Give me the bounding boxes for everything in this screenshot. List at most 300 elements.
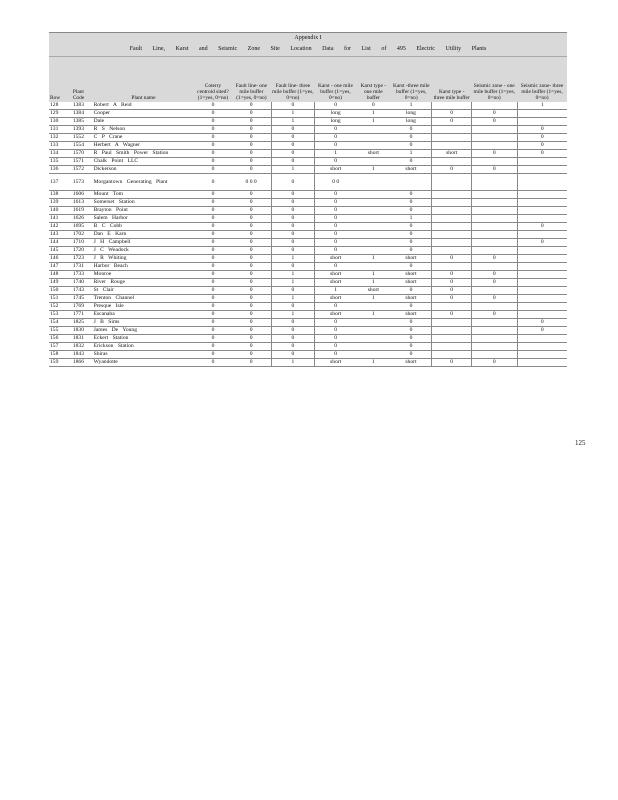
table-cell: short (315, 311, 357, 319)
table-cell: 0 (232, 311, 271, 319)
table-cell: 0 (194, 223, 231, 231)
table-row (49, 215, 567, 223)
plant-name-cell: C P Crane (93, 134, 195, 142)
table-cell: 0 (271, 231, 315, 239)
table-cell: 0 (271, 223, 315, 231)
table-cell: 0 (315, 303, 357, 311)
table-cell: 0 (315, 142, 357, 150)
table-cell: 0 (271, 239, 315, 247)
table-cell: 0 (232, 150, 271, 158)
table-cell: 0 (390, 223, 432, 231)
table-cell: 151 (49, 295, 72, 303)
table-cell (432, 215, 471, 223)
table-cell: 0 (432, 110, 471, 118)
table-cell (432, 207, 471, 215)
table-row (49, 207, 567, 215)
table-cell: 0 (390, 327, 432, 335)
table-row (49, 231, 567, 239)
column-header: Plant name (93, 57, 195, 102)
table-row (49, 351, 567, 359)
table-cell: 0 (315, 207, 357, 215)
table-cell: 0 (390, 134, 432, 142)
table-cell: 0 (194, 295, 231, 303)
table-cell: 0 (194, 263, 231, 271)
plant-name-cell: R S Nelson (93, 126, 195, 134)
column-header: Fault line- one mile buffer (1=yes, 0=no) (232, 57, 271, 102)
table-cell (517, 118, 567, 126)
table-cell: 0 (471, 311, 517, 319)
table-cell: 1 (315, 287, 357, 295)
page-number: 125 (575, 439, 586, 447)
table-cell: 0 (232, 239, 271, 247)
plant-name-cell: St Clair (93, 287, 195, 295)
table-row (49, 142, 567, 150)
plant-name-cell: J C Weadock (93, 247, 195, 255)
table-cell: 0 (271, 126, 315, 134)
table-cell: 0 (432, 166, 471, 174)
table-cell: 0 (315, 335, 357, 343)
table-cell: 0 (232, 263, 271, 271)
table-cell (432, 126, 471, 134)
table-cell: 1626 (72, 215, 93, 223)
table-cell (356, 351, 390, 359)
table-row (49, 199, 567, 207)
table-cell: 1384 (72, 110, 93, 118)
table-cell: 0 (471, 359, 517, 367)
table-cell: 0 (232, 118, 271, 126)
table-row (49, 287, 567, 295)
table-cell: 131 (49, 126, 72, 134)
column-header: Seismic zone - one mile buffer (1=yes, 0=no) (471, 57, 517, 102)
table-cell: 1740 (72, 279, 93, 287)
table-cell: 0 (390, 191, 432, 199)
table-cell: 0 (471, 279, 517, 287)
plant-name-cell: Brayton Point (93, 207, 195, 215)
table-cell: 0 (315, 319, 357, 327)
table-cell: 1733 (72, 271, 93, 279)
plant-name-cell: Morgantown Generating Plant (93, 174, 195, 191)
table-cell: 0 (194, 231, 231, 239)
table-cell: 140 (49, 207, 72, 215)
table-cell: 1769 (72, 303, 93, 311)
table-cell: 0 (194, 102, 231, 110)
table-cell: long (390, 110, 432, 118)
table-cell (356, 335, 390, 343)
table-cell: 133 (49, 142, 72, 150)
table-cell: 0 (432, 118, 471, 126)
table-cell: short (390, 271, 432, 279)
table-cell: 0 (315, 126, 357, 134)
table-cell: 0 (315, 215, 357, 223)
table-row (49, 335, 567, 343)
table-cell: 0 (390, 287, 432, 295)
column-header: Plant Code (72, 57, 93, 102)
table-cell: 0 (517, 126, 567, 134)
table-cell: 158 (49, 351, 72, 359)
table-cell: 0 (194, 118, 231, 126)
table-cell (356, 174, 390, 191)
table-cell: 0 (315, 263, 357, 271)
table-cell: 0 (232, 359, 271, 367)
table-cell: 0 (194, 247, 231, 255)
table-cell: 141 (49, 215, 72, 223)
table-cell: 0 (271, 247, 315, 255)
plant-name-cell: Eckert Station (93, 335, 195, 343)
table-cell: 0 (232, 255, 271, 263)
table-cell: 0 (194, 166, 231, 174)
table-cell: 1619 (72, 207, 93, 215)
table-cell (471, 174, 517, 191)
table-cell: short (315, 271, 357, 279)
table-cell: 0 (271, 134, 315, 142)
table-cell: 0 (194, 279, 231, 287)
table-cell (432, 351, 471, 359)
table-cell: 142 (49, 223, 72, 231)
table-cell: 0 (432, 279, 471, 287)
table-cell: 0 (232, 303, 271, 311)
table-cell: 1866 (72, 359, 93, 367)
table-cell: 0 (390, 199, 432, 207)
table-cell: 1 (315, 150, 357, 158)
table-cell (517, 271, 567, 279)
column-header: Karst type - three mile buffer (432, 57, 471, 102)
table-cell: 1843 (72, 351, 93, 359)
table-cell: 0 (517, 134, 567, 142)
table-cell (517, 279, 567, 287)
table-cell: long (390, 118, 432, 126)
table-cell: 0 (271, 174, 315, 191)
table-cell: 0 (315, 239, 357, 247)
table-cell: 1720 (72, 247, 93, 255)
table-cell: long (315, 110, 357, 118)
table-cell: 1571 (72, 158, 93, 166)
table-row (49, 295, 567, 303)
table-cell: 1 (271, 271, 315, 279)
table-cell: 0 (390, 158, 432, 166)
table-cell (471, 207, 517, 215)
column-header: Row (49, 57, 72, 102)
table-cell: 0 (232, 158, 271, 166)
table-cell: 0 (194, 215, 231, 223)
table-cell: 0 (232, 223, 271, 231)
table-cell: 0 (471, 110, 517, 118)
table-cell: 0 (315, 343, 357, 351)
table-cell: 137 (49, 174, 72, 191)
table-cell: 1771 (72, 311, 93, 319)
table-row (49, 303, 567, 311)
table-cell: 0 (194, 303, 231, 311)
plant-name-cell: Herbert A Wagner (93, 142, 195, 150)
table-cell (471, 215, 517, 223)
table-cell (471, 126, 517, 134)
table-cell: 0 (271, 142, 315, 150)
table-cell: 1554 (72, 142, 93, 150)
table-cell: 0 (517, 223, 567, 231)
table-row (49, 239, 567, 247)
table-cell (390, 174, 432, 191)
table-body (49, 102, 567, 367)
plant-site-data-table (49, 57, 567, 367)
table-cell: 0 (271, 351, 315, 359)
table-cell: 0 (194, 327, 231, 335)
table-cell: 1710 (72, 239, 93, 247)
table-cell: 1 (356, 110, 390, 118)
table-cell (471, 239, 517, 247)
plant-name-cell: James De Young (93, 327, 195, 335)
plant-name-cell: J H Campbell (93, 239, 195, 247)
table-cell (432, 319, 471, 327)
table-cell: 0 (232, 207, 271, 215)
table-cell (517, 263, 567, 271)
table-cell (356, 247, 390, 255)
table-cell: 1 (271, 255, 315, 263)
table-row (49, 279, 567, 287)
table-cell: 0 (390, 263, 432, 271)
table-cell (356, 231, 390, 239)
table-cell: 1 (356, 311, 390, 319)
table-cell: 0 (432, 311, 471, 319)
table-cell: 0 (194, 150, 231, 158)
table-row (49, 174, 567, 191)
table-cell: 0 (232, 271, 271, 279)
table-cell: 0 (271, 158, 315, 166)
table-cell: 144 (49, 239, 72, 247)
plant-name-cell: Dale (93, 118, 195, 126)
table-cell: short (390, 359, 432, 367)
table-cell: short (315, 295, 357, 303)
plant-name-cell: Presque Isle (93, 303, 195, 311)
table-cell: 1 (271, 295, 315, 303)
table-cell (356, 303, 390, 311)
table-cell (517, 174, 567, 191)
table-cell (432, 174, 471, 191)
table-cell: 1 (356, 279, 390, 287)
plant-name-cell: R Paul Smith Power Station (93, 150, 195, 158)
table-cell (517, 295, 567, 303)
table-cell: 143 (49, 231, 72, 239)
table-cell (517, 255, 567, 263)
table-cell: 1 (271, 166, 315, 174)
table-cell (356, 263, 390, 271)
table-cell: 147 (49, 263, 72, 271)
table-cell: 0 (315, 158, 357, 166)
table-cell: 1393 (72, 126, 93, 134)
table-cell: 1 (271, 311, 315, 319)
table-cell (517, 247, 567, 255)
table-cell: 0 (390, 303, 432, 311)
table-cell (471, 231, 517, 239)
table-cell (517, 199, 567, 207)
table-cell: 0 (194, 126, 231, 134)
table-cell (471, 343, 517, 351)
table-cell: 0 (315, 102, 357, 110)
table-cell: 0 (390, 319, 432, 327)
table-cell: 0 (232, 351, 271, 359)
table-cell: 0 (517, 142, 567, 150)
table-cell: 1 (356, 295, 390, 303)
table-cell: 155 (49, 327, 72, 335)
table-cell: 0 (194, 343, 231, 351)
table-cell: 0 (194, 174, 231, 191)
table-cell: 0 (315, 351, 357, 359)
plant-name-cell: B C Cobb (93, 223, 195, 231)
table-cell: 1385 (72, 118, 93, 126)
table-cell: 0 (471, 295, 517, 303)
plant-name-cell: Monroe (93, 271, 195, 279)
table-row (49, 247, 567, 255)
table-cell: 0 (356, 102, 390, 110)
table-cell: 0 (315, 134, 357, 142)
table-cell: 0 (194, 311, 231, 319)
table-cell: 1831 (72, 335, 93, 343)
table-header-row (49, 57, 567, 102)
table-cell: 0 (232, 166, 271, 174)
column-header: Karst type - one mile buffer (356, 57, 390, 102)
table-cell: 0 (271, 191, 315, 199)
table-cell: 138 (49, 191, 72, 199)
table-cell: 0 (232, 343, 271, 351)
table-cell: 0 (471, 118, 517, 126)
table-cell: 0 (471, 150, 517, 158)
table-cell: 152 (49, 303, 72, 311)
table-cell: long (315, 118, 357, 126)
table-cell: 139 (49, 199, 72, 207)
table-cell: 146 (49, 255, 72, 263)
table-cell: 1 (390, 150, 432, 158)
table-cell: 0 (232, 199, 271, 207)
table-cell: 1552 (72, 134, 93, 142)
table-cell: 154 (49, 319, 72, 327)
table-cell: short (315, 255, 357, 263)
table-cell (432, 142, 471, 150)
table-cell: 0 (194, 319, 231, 327)
table-cell (432, 231, 471, 239)
table-cell: 148 (49, 271, 72, 279)
table-cell: 0 (271, 319, 315, 327)
table-cell: 0 0 (315, 174, 357, 191)
table-cell: 0 (271, 287, 315, 295)
table-cell: 0 (194, 351, 231, 359)
table-cell: 0 (390, 231, 432, 239)
table-cell: short (315, 359, 357, 367)
plant-name-cell: Trenton Channel (93, 295, 195, 303)
table-cell: 0 (194, 255, 231, 263)
plant-name-cell: Robert A Reid (93, 102, 195, 110)
table-row (49, 191, 567, 199)
table-cell: 0 (232, 327, 271, 335)
table-cell: 1702 (72, 231, 93, 239)
table-cell (356, 199, 390, 207)
table-cell (471, 303, 517, 311)
table-row (49, 110, 567, 118)
table-cell: 0 (517, 327, 567, 335)
table-row (49, 319, 567, 327)
table-cell: 1 (271, 359, 315, 367)
table-cell: 1 (390, 102, 432, 110)
table-cell: 1 (356, 359, 390, 367)
table-cell: short (315, 279, 357, 287)
table-cell: 0 (271, 150, 315, 158)
table-cell: 0 (517, 319, 567, 327)
table-cell: 0 (390, 207, 432, 215)
table-cell: 1383 (72, 102, 93, 110)
plant-name-cell: Salem Harbor (93, 215, 195, 223)
table-cell (517, 207, 567, 215)
table-cell (432, 335, 471, 343)
table-cell: 136 (49, 166, 72, 174)
table-cell: 0 (271, 215, 315, 223)
table-row (49, 255, 567, 263)
table-cell: 130 (49, 118, 72, 126)
table-cell: short (390, 311, 432, 319)
table-cell (471, 142, 517, 150)
table-cell: 1 (517, 102, 567, 110)
table-cell: 0 (232, 319, 271, 327)
table-cell: 0 (194, 359, 231, 367)
table-cell: 1572 (72, 166, 93, 174)
table-cell (356, 207, 390, 215)
table-cell (471, 335, 517, 343)
table-cell (432, 327, 471, 335)
table-cell: 0 (194, 287, 231, 295)
table-cell: 0 (471, 271, 517, 279)
table-cell: 1695 (72, 223, 93, 231)
table-cell: 0 (194, 199, 231, 207)
table-cell: 1 (356, 118, 390, 126)
table-cell: 0 (315, 231, 357, 239)
table-cell: 0 (432, 255, 471, 263)
table-cell (517, 335, 567, 343)
table-cell: 0 (194, 110, 231, 118)
table-cell (517, 303, 567, 311)
table-cell (471, 134, 517, 142)
table-cell (432, 263, 471, 271)
table-cell: 0 (232, 110, 271, 118)
table-cell (517, 359, 567, 367)
table-cell: 0 (194, 158, 231, 166)
table-row (49, 311, 567, 319)
table-cell: 159 (49, 359, 72, 367)
table-cell (517, 158, 567, 166)
table-cell: 0 (194, 207, 231, 215)
table-cell: 1830 (72, 327, 93, 335)
table-cell (356, 142, 390, 150)
table-cell (432, 102, 471, 110)
table-cell (517, 351, 567, 359)
table-row (49, 343, 567, 351)
table-cell: 0 (390, 142, 432, 150)
table-cell: 0 (194, 239, 231, 247)
table-row (49, 263, 567, 271)
table-cell (471, 351, 517, 359)
appendix-heading: Appendix I (294, 35, 322, 41)
table-cell: 150 (49, 287, 72, 295)
column-header: Coterry centroid sited? (1=yes, 0=no) (194, 57, 231, 102)
table-row (49, 271, 567, 279)
table-cell: 0 (390, 126, 432, 134)
table-cell: 0 (232, 102, 271, 110)
table-cell (432, 199, 471, 207)
table-cell: 0 (232, 335, 271, 343)
table-cell: 1832 (72, 343, 93, 351)
table-cell: 0 (432, 359, 471, 367)
table-cell: 0 (390, 247, 432, 255)
table-cell: 156 (49, 335, 72, 343)
table-cell: 0 (517, 239, 567, 247)
table-cell (471, 191, 517, 199)
table-cell: 0 (232, 134, 271, 142)
table-cell: 0 (432, 271, 471, 279)
